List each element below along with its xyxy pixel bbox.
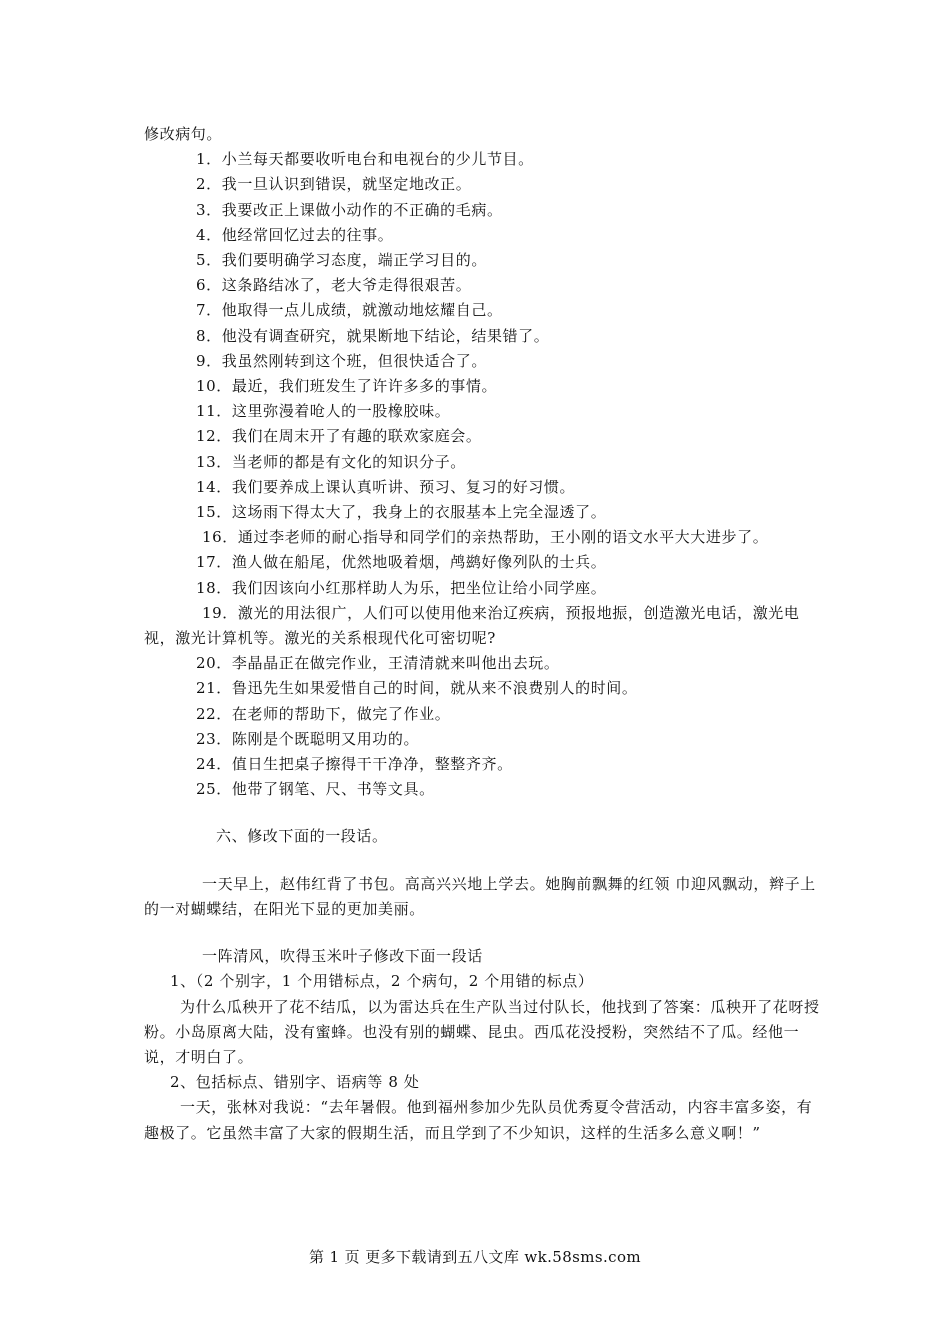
item-text: 他没有调查研究，就果断地下结论，结果错了。 bbox=[221, 326, 550, 345]
list-item bbox=[144, 651, 824, 676]
page-footer: 第 1 页 更多下载请到五八文库 wk.58sms.com bbox=[308, 1248, 642, 1266]
paragraph: 一天早上，赵伟红背了书包。高高兴兴地上学去。她胸前飘舞的红领 巾迎风飘动，辫子上的一对蝴蝶结，在阳光下显的更加美丽。 bbox=[144, 874, 816, 918]
item-number: 11． bbox=[196, 402, 232, 421]
list-item bbox=[144, 198, 824, 223]
item-text: 我要改正上课做小动作的不正确的毛病。 bbox=[221, 200, 503, 219]
item-text: 当老师的都是有文化的知识分子。 bbox=[231, 452, 466, 471]
item-number: 18． bbox=[196, 578, 232, 597]
item-text: 我们要明确学习态度，端正学习目的。 bbox=[221, 251, 487, 270]
item-text: 他取得一点儿成绩，就激动地炫耀自己。 bbox=[221, 301, 503, 320]
list-item bbox=[144, 349, 824, 374]
sentence-list bbox=[144, 550, 824, 600]
item-number: 12． bbox=[196, 427, 232, 446]
item-text: 最近，我们班发生了许许多多的事情。 bbox=[231, 377, 498, 396]
item-number: 4． bbox=[196, 225, 222, 244]
list-item bbox=[144, 424, 824, 449]
item-text: 我们在周末开了有趣的联欢家庭会。 bbox=[231, 427, 482, 446]
list-item bbox=[144, 248, 824, 273]
list-item bbox=[144, 298, 824, 323]
item-number: 3． bbox=[196, 200, 222, 219]
item-number: 7． bbox=[196, 301, 222, 320]
item-text: 李晶晶正在做完作业，王清清就来叫他出去玩。 bbox=[231, 654, 560, 673]
paragraph: 为什么瓜秧开了花不结瓜，以为雷达兵在生产队当过付队长，他找到了答案：瓜秧开了花呀授粉。小岛原离大陆，没有蜜蜂。也没有别的蝴蝶、昆虫。西瓜花没授粉，突然结不了瓜。经他一说，才明白了。 bbox=[144, 997, 820, 1066]
item-text: 他带了钢笔、尺、书等文具。 bbox=[231, 780, 435, 799]
item-number: 21． bbox=[196, 679, 232, 698]
list-item bbox=[144, 601, 824, 651]
list-item bbox=[144, 525, 824, 550]
list-item bbox=[144, 576, 824, 601]
item-text: 这条路结冰了，老大爷走得很艰苦。 bbox=[221, 276, 472, 295]
list-item bbox=[144, 752, 824, 777]
item-text: 小兰每天都要收听电台和电视台的少儿节目。 bbox=[221, 150, 534, 169]
item-number: 20． bbox=[196, 654, 232, 673]
list-item bbox=[144, 777, 824, 802]
item-number: 23． bbox=[196, 729, 232, 748]
item-text: 这里弥漫着呛人的一股橡胶味。 bbox=[231, 402, 451, 421]
item-text: 渔人做在船尾，优然地吸着烟，鸬鹚好像列队的士兵。 bbox=[231, 553, 607, 572]
item-number: 5． bbox=[196, 251, 222, 270]
list-item bbox=[144, 450, 824, 475]
item-number: 19． bbox=[202, 603, 238, 622]
text-line: 一阵清风，吹得玉米叶子修改下面一段话 bbox=[202, 947, 483, 966]
list-item bbox=[144, 550, 824, 575]
section-heading: 六、修改下面的一段话。 bbox=[216, 827, 388, 846]
sentence-list bbox=[144, 651, 824, 802]
item-text: 在老师的帮助下，做完了作业。 bbox=[231, 704, 451, 723]
list-item bbox=[144, 727, 824, 752]
paragraph: 一天，张林对我说：“去年暑假。他到福州参加少先队员优秀夏令营活动，内容丰富多姿，有趣极了。它虽然丰富了大家的假期生活，而且学到了不少知识，这样的生活多么意义啊！” bbox=[144, 1098, 813, 1142]
list-item bbox=[144, 324, 824, 349]
item-number: 10． bbox=[196, 377, 232, 396]
item-text: 值日生把桌子擦得干干净净，整整齐齐。 bbox=[231, 755, 513, 774]
item-text: 我一旦认识到错误，就坚定地改正。 bbox=[221, 175, 472, 194]
item-text: 我虽然刚转到这个班，但很快适合了。 bbox=[221, 351, 487, 370]
item-text: 通过李老师的耐心指导和同学们的亲热帮助，王小刚的语文水平大大进步了。 bbox=[237, 528, 769, 547]
item-text: 我们要养成上课认真听讲、预习、复习的好习惯。 bbox=[231, 477, 576, 496]
item-number: 14． bbox=[196, 477, 232, 496]
item-number: 24． bbox=[196, 755, 232, 774]
item-number: 13． bbox=[196, 452, 232, 471]
list-item bbox=[144, 702, 824, 727]
document-body bbox=[144, 122, 824, 1146]
item-number: 1． bbox=[196, 150, 222, 169]
item-text: 这场雨下得太大了，我身上的衣服基本上完全湿透了。 bbox=[231, 503, 607, 522]
item-text: 他经常回忆过去的往事。 bbox=[221, 225, 394, 244]
item-number: 25． bbox=[196, 780, 232, 799]
list-item bbox=[144, 676, 824, 701]
item-number: 16． bbox=[202, 528, 238, 547]
list-item bbox=[144, 500, 824, 525]
list-item bbox=[144, 223, 824, 248]
task-label: 1、（2 个别字，1 个用错标点，2 个病句，2 个用错的标点） bbox=[170, 972, 594, 991]
item-number: 15． bbox=[196, 503, 232, 522]
list-item bbox=[144, 147, 824, 172]
item-text: 激光的用法很广，人们可以使用他来治辽疾病，预报地振，创造激光电话，激光电视，激光计算机等。激光的关系根现代化可密切呢? bbox=[144, 603, 800, 648]
list-item bbox=[144, 273, 824, 298]
list-item bbox=[144, 374, 824, 399]
list-item bbox=[144, 172, 824, 197]
sentence-list bbox=[144, 147, 824, 525]
item-text: 我们因该向小红那样助人为乐，把坐位让给小同学座。 bbox=[231, 578, 607, 597]
task-label: 2、包括标点、错别字、语病等 8 处 bbox=[170, 1073, 420, 1092]
item-number: 8． bbox=[196, 326, 222, 345]
list-item bbox=[144, 399, 824, 424]
item-number: 22． bbox=[196, 704, 232, 723]
list-item bbox=[144, 475, 824, 500]
item-number: 6． bbox=[196, 276, 222, 295]
item-number: 2． bbox=[196, 175, 222, 194]
item-text: 鲁迅先生如果爱惜自己的时间，就从来不浪费别人的时间。 bbox=[231, 679, 638, 698]
item-number: 17． bbox=[196, 553, 232, 572]
item-text: 陈刚是个既聪明又用功的。 bbox=[231, 729, 420, 748]
section-title: 修改病句。 bbox=[144, 125, 223, 143]
item-number: 9． bbox=[196, 351, 222, 370]
